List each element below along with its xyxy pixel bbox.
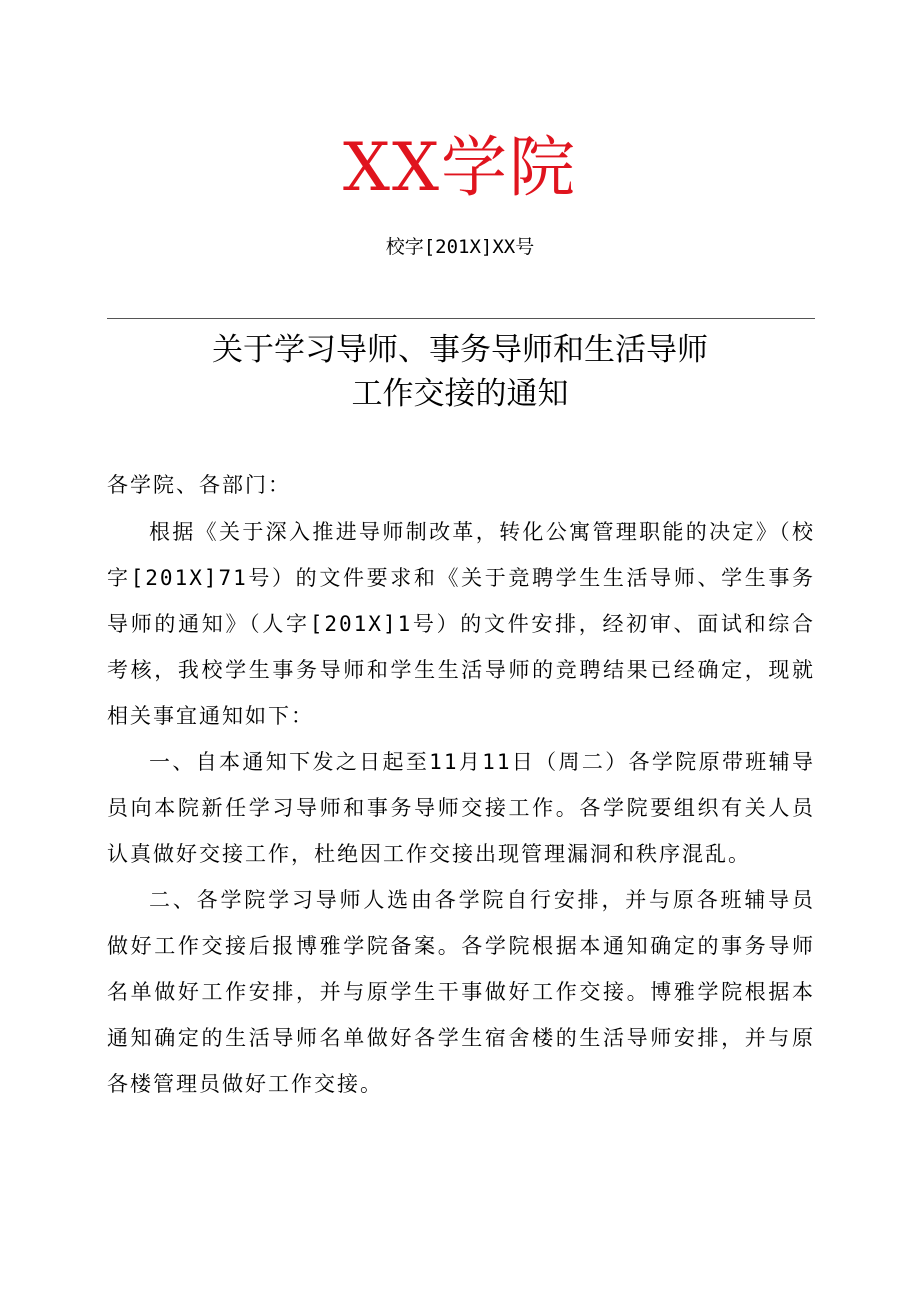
paragraph-item-2: 二、各学院学习导师人选由各学院自行安排，并与原各班辅导员做好工作交接后报博雅学院备案。各学院根据本通知确定的事务导师名单做好工作安排，并与原学生干事做好工作交接。博雅学院根据本通知确定的生活导师名单做好各学生宿舍楼的生活导师安排，并与原各楼管理员做好工作交接。 xyxy=(107,888,815,1096)
paragraph-intro: 根据《关于深入推进导师制改革，转化公寓管理职能的决定》（校字[201X]71号）的文件要求和《关于竞聘学生生活导师、学生事务导师的通知》（人字[201X]1号）的文件安排，经初审、面试和综合考核，我校学生事务导师和学生生活导师的竞聘结果已经确定，现就相关事宜通知如下： xyxy=(107,520,815,728)
notice-body xyxy=(107,462,815,1107)
notice-title-line-1: 关于学习导师、事务导师和生活导师 xyxy=(212,332,708,368)
salutation: 各学院、各部门： xyxy=(107,473,291,497)
header-divider xyxy=(107,318,815,319)
paragraph-item-1: 一、自本通知下发之日起至11月11日（周二）各学院原带班辅导员向本院新任学习导师和事务导师交接工作。各学院要组织有关人员认真做好交接工作，杜绝因工作交接出现管理漏洞和秩序混乱。 xyxy=(107,750,815,866)
notice-title xyxy=(0,328,920,416)
notice-title-line-2: 工作交接的通知 xyxy=(351,376,569,412)
document-number: 校字[201X]XX号 xyxy=(385,236,535,258)
org-title: XX学院 xyxy=(343,129,577,206)
